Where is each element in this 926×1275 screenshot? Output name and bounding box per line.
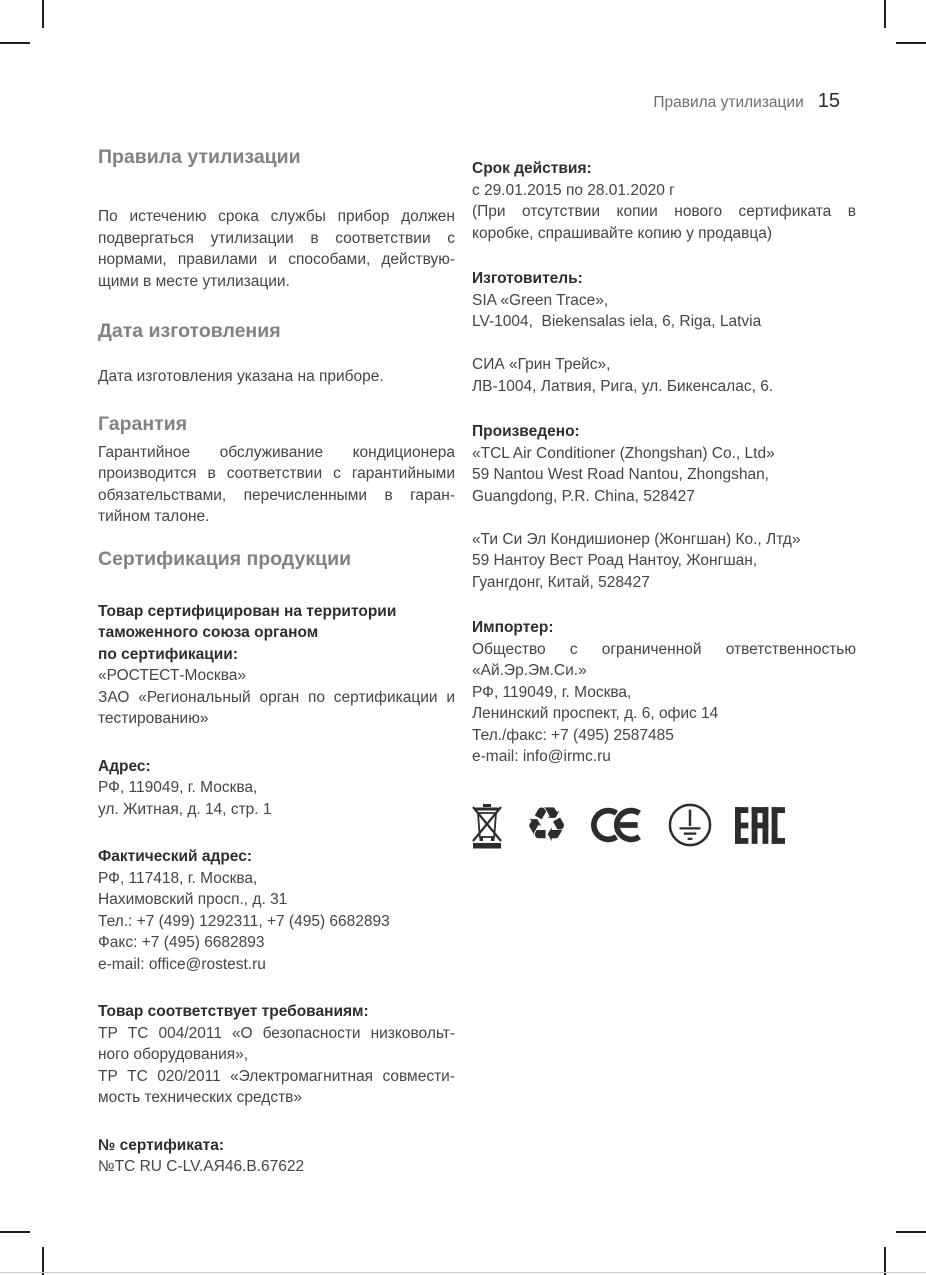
page-bottom-edge [0,1272,926,1273]
text-block [98,366,455,388]
text-line: По истечению срока службы прибор должен [98,208,455,225]
text-line: обязательствами, перечисленными в гаран- [98,486,455,504]
field-label: Изготовитель: [472,270,583,287]
right-column [472,145,856,1178]
field-label: Товар соответствует требованиям: [98,1003,369,1020]
text-line: «TCL Air Conditioner (Zhongshan) Co., Ltd» [472,444,775,462]
certification-marks-row [472,797,856,853]
text-block [472,421,856,593]
text-line: Общество с ограниченной ответственностью [472,640,856,658]
text-line: Дата изготовления указана на приборе. [98,368,384,385]
text-line: Нахимовский просп., д. 31 [98,891,288,908]
text-line: нормами, правилами и способами, действую- [98,251,455,268]
text-line: Тел./факс: +7 (495) 2587485 [472,726,674,744]
text-block [472,158,856,244]
text-line: коробке, спрашивайте копию у продавца) [472,224,773,242]
text-line: Факс: +7 (495) 6682893 [98,934,265,951]
text-line: Ленинский проспект, д. 6, офис 14 [472,705,719,722]
text-line: РФ, 117418, г. Москва, [98,869,258,887]
crop-mark [42,0,44,28]
text-line: щими в месте утилизации. [98,272,290,290]
text-line: с 29.01.2015 по 28.01.2020 г [472,181,675,199]
section-heading: Сертификация продукции [98,547,352,570]
section-heading: Гарантия [98,412,188,435]
text-line: «РОСТЕСТ-Москва» [98,667,247,684]
crop-mark [0,1231,30,1233]
field-label: Адрес: [98,757,151,775]
crop-mark [896,42,926,44]
field-label: Произведено: [472,423,580,440]
text-line: тийном талоне. [98,508,210,525]
text-line: (При отсутствии копии нового сертификата в [472,203,856,220]
weee-crossed-bin-icon [472,802,502,849]
field-label: Фактический адрес: [98,848,253,865]
recycling-symbol-icon: ♻ [525,797,569,853]
text-line: 59 Нантоу Вест Роад Нантоу, Жонгшан, [472,552,758,569]
field-label: Импортер: [472,619,554,636]
text-line: e-mail: office@rostest.ru [98,955,266,973]
crop-mark [896,1231,926,1233]
left-column-blocks [98,145,455,1178]
field-label: таможенного союза органом [98,624,319,641]
eac-mark-icon [735,807,785,844]
field-label: № сертификата: [98,1136,225,1154]
text-line: LV-1004, Biekensalas iela, 6, Riga, Latvia [472,313,762,330]
text-block [98,1001,455,1109]
text-line: Guangdong, P.R. China, 528427 [472,487,695,505]
text-line: подвергаться утилизации в соответствии с [98,229,455,247]
ce-marking-icon [591,807,645,843]
text-line: ул. Житная, д. 14, стр. 1 [98,800,272,818]
text-line: Гарантийное обслуживание кондиционера [98,443,455,461]
text-line: ТР ТС 020/2011 «Электромагнитная совмести- [98,1067,455,1085]
text-block [98,756,455,821]
protective-earth-icon [668,803,712,847]
crop-mark [884,0,886,28]
text-line: ного оборудования», [98,1046,249,1063]
text-line [472,333,856,355]
text-line: Гуангдонг, Китай, 528427 [472,573,650,591]
field-label: Срок действия: [472,160,592,177]
running-header [653,90,840,113]
text-line: РФ, 119049, г. Москва, [98,779,258,796]
text-block [98,601,455,730]
text-block [98,1135,455,1178]
text-line: 59 Nantou West Road Nantou, Zhongshan, [472,466,769,483]
text-line: производится в соответствии с гарантийными [98,465,455,482]
text-line: Тел.: +7 (499) 1292311, +7 (495) 6682893 [98,912,390,930]
text-line: ЗАО «Региональный орган по сертификации и [98,688,455,706]
text-block [98,442,455,528]
right-column-blocks [472,145,856,768]
text-block [472,617,856,768]
text-line: e-mail: info@irmc.ru [472,748,611,765]
field-label: Товар сертифицирован на территории [98,602,397,620]
text-line: «Ай.Эр.Эм.Си.» [472,662,587,679]
left-column [98,145,455,1178]
crop-mark [42,1247,44,1275]
text-line [472,507,856,529]
crop-mark [884,1247,886,1275]
text-block [98,206,455,292]
text-block [472,268,856,397]
text-line: №ТС RU C-LV.АЯ46.В.67622 [98,1158,305,1175]
field-label: по сертификации: [98,645,238,663]
section-heading: Дата изготовления [98,320,281,342]
text-line: мость технических средств» [98,1089,303,1106]
text-line: ЛВ-1004, Латвия, Рига, ул. Бикенсалас, 6. [472,377,774,395]
text-line: «Ти Си Эл Кондишионер (Жонгшан) Ко., Лтд» [472,530,801,548]
section-heading: Правила утилизации [98,146,301,168]
text-line: РФ, 119049, г. Москва, [472,683,632,701]
text-line: ТР ТС 004/2011 «О безопасности низковольт- [98,1024,455,1042]
content-columns [98,145,856,1178]
text-line: СИА «Грин Трейс», [472,356,611,373]
text-block [98,846,455,975]
crop-mark [0,42,30,44]
page-number: 15 [817,90,840,112]
text-line: SIA «Green Trace», [472,291,609,309]
text-line: тестированию» [98,710,209,727]
running-header-title: Правила утилизации [653,94,804,111]
